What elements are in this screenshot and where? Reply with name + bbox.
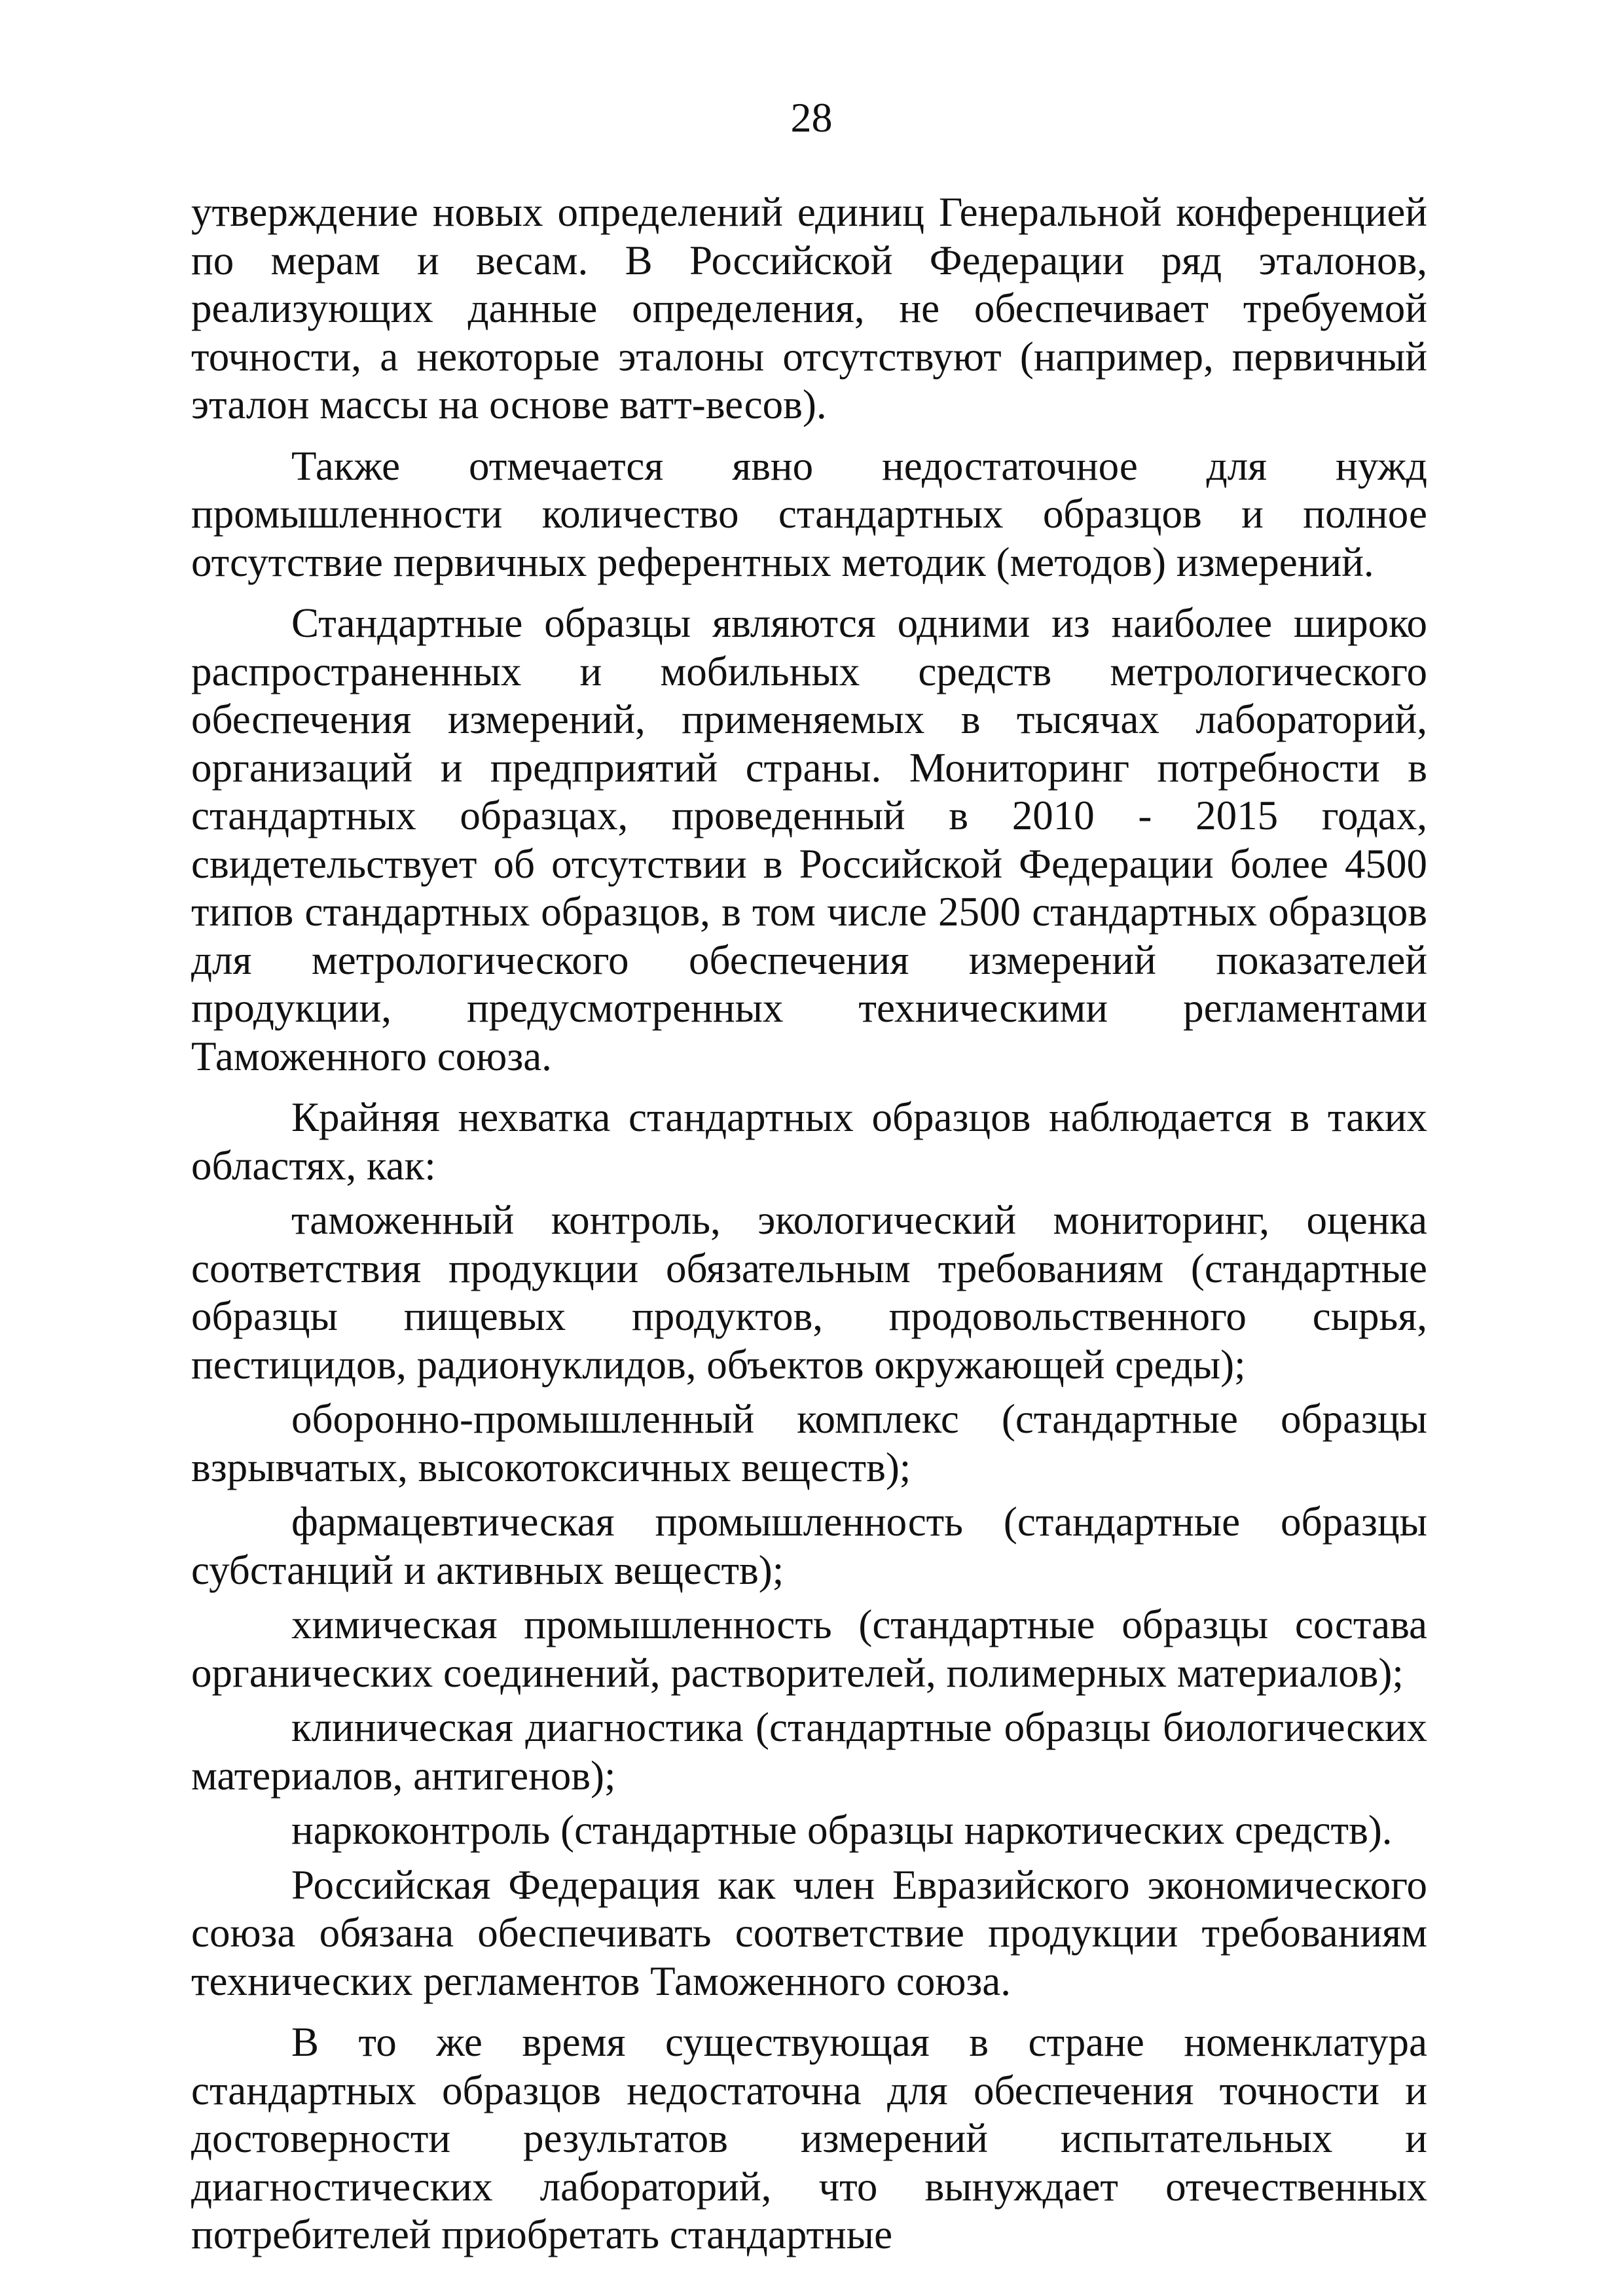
list-item: оборонно-промышленный комплекс (стандартные образцы взрывчатых, высокотоксичных веществ); <box>191 1396 1427 1490</box>
paragraph-continuation: утверждение новых определений единиц Генеральной конференцией по мерам и весам. В Российской Федерации ряд эталонов, реализующих данные определения, не обеспечивает требуемой точности, а некоторые эталоны отсутствуют (например, первичный эталон массы на основе ватт-весов). <box>191 189 1427 427</box>
paragraph-eaeu-obligation: Российская Федерация как член Евразийского экономического союза обязана обеспечивать соответствие продукции требованиям технических регламентов Таможенного союза. <box>191 1861 1427 2004</box>
list-item: наркоконтроль (стандартные образцы наркотических средств). <box>291 1807 1393 1853</box>
page-number: 28 <box>790 94 833 141</box>
list-item: химическая промышленность (стандартные образцы состава органических соединений, растворителей, полимерных материалов); <box>191 1602 1427 1696</box>
paragraph-reference-methods: Также отмечается явно недостаточное для нужд промышленности количество стандартных образцов и полное отсутствие первичных референтных методик (методов) измерений. <box>191 442 1427 585</box>
paragraph-nomenclature: В то же время существующая в стране номенклатура стандартных образцов недостаточна для обеспечения точности и достоверности результатов измерений испытательных и диагностических лабораторий, что вынуждает отечественных потребителей приобретать стандартные <box>191 2019 1427 2257</box>
list-item: клиническая диагностика (стандартные образцы биологических материалов, антигенов); <box>191 1704 1427 1799</box>
list-item: таможенный контроль, экологический мониторинг, оценка соответствия продукции обязательным требованиям (стандартные образцы пищевых продуктов, продовольственного сырья, пестицидов, радионуклидов, объектов окружающей среды); <box>191 1197 1427 1388</box>
document-body <box>191 188 1427 2259</box>
paragraph-reference-materials: Стандартные образцы являются одними из наиболее широко распространенных и мобильных средств метрологического обеспечения измерений, применяемых в тысячах лабораторий, организаций и предприятий страны. Мониторинг потребности в стандартных образцах, проведенный в 2010 - 2015 годах, свидетельствует об отсутствии в Российской Федерации более 4500 типов стандартных образцов, в том числе 2500 стандартных образцов для метрологического обеспечения измерений показателей продукции, предусмотренных техническими регламентами Таможенного союза. <box>191 600 1427 1079</box>
paragraph-shortage-intro: Крайняя нехватка стандартных образцов наблюдается в таких областях, как: <box>191 1094 1427 1189</box>
shortage-areas-list <box>191 1196 1427 1855</box>
list-item: фармацевтическая промышленность (стандартные образцы субстанций и активных веществ); <box>191 1499 1427 1593</box>
